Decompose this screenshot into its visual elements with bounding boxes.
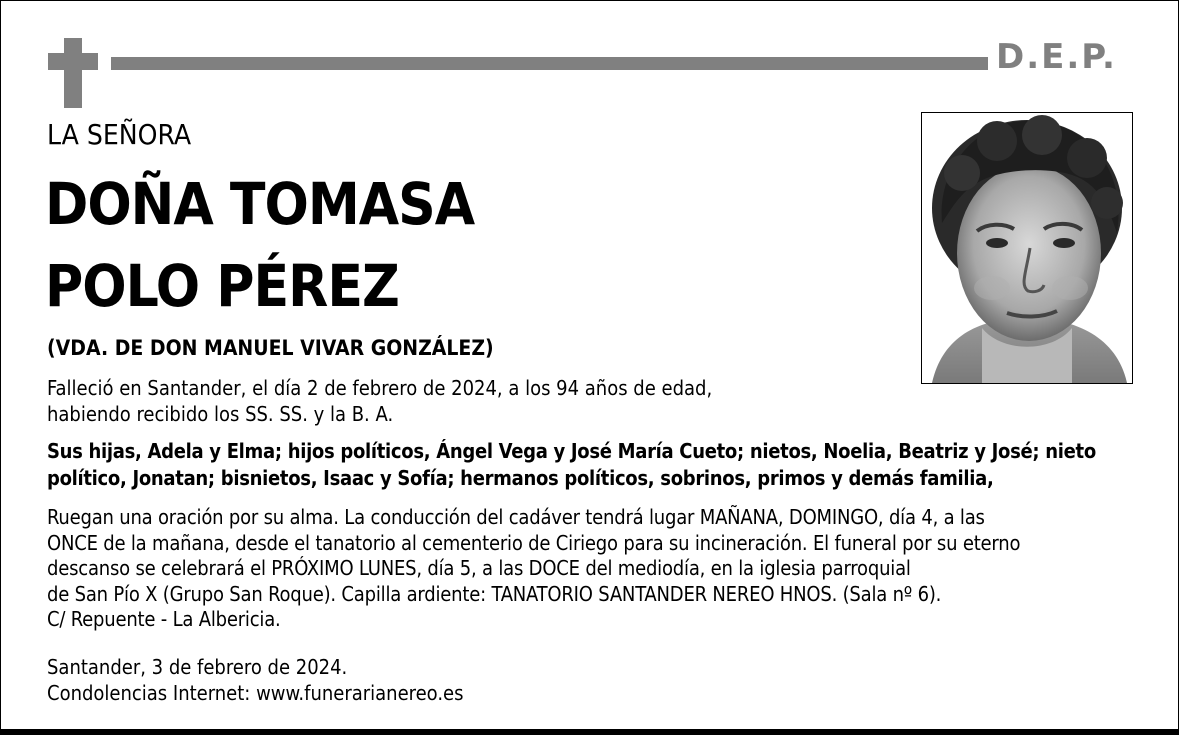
notice-line: Ruegan una oración por su alma. La conducción del cadáver tendrá lugar MAÑANA, DOMINGO, día 4, a las — [47, 505, 985, 529]
widow-of: (VDA. DE DON MANUEL VIVAR GONZÁLEZ) — [47, 336, 494, 360]
family-list — [47, 438, 1147, 492]
family-line1: Sus hijas, Adela y Elma; hijos políticos, Ángel Vega y José María Cueto; nietos, Noelia, Beatriz y José; nieto — [47, 439, 1096, 463]
death-info-line1: Falleció en Santander, el día 2 de febrero de 2024, a los 94 años de edad, — [47, 376, 713, 400]
notice-line: ONCE de la mañana, desde el tanatorio al cementerio de Ciriego para su incineración. El funeral por su eterno — [47, 530, 1021, 555]
cross-icon-vertical — [64, 38, 82, 108]
portrait-photo — [921, 112, 1133, 384]
portrait-photo-icon — [922, 113, 1132, 383]
condolences-link: Condolencias Internet: www.funerarianereo.es — [47, 681, 464, 705]
death-info-line2: habiendo recibido los SS. SS. y la B. A. — [47, 402, 394, 426]
dep-mark: D.E.P. — [996, 37, 1117, 77]
header-rule — [111, 57, 988, 70]
notice-line: descanso se celebrará el PRÓXIMO LUNES, día 5, a las DOCE del mediodía, en la iglesia parroquial — [47, 556, 911, 580]
family-line2: político, Jonatan; bisnietos, Isaac y Sofía; hermanos políticos, sobrinos, primos y demás familia, — [47, 466, 994, 490]
notice-date: Santander, 3 de febrero de 2024. — [47, 655, 348, 679]
cross-icon-horizontal — [48, 53, 98, 70]
notice-line: C/ Repuente - La Albericia. — [47, 607, 281, 631]
deceased-name-line1: DOÑA TOMASA — [45, 170, 475, 238]
notice-line: de San Pío X (Grupo San Roque). Capilla ardiente: TANATORIO SANTANDER NEREO HNOS. (Sala nº 6). — [47, 581, 942, 606]
deceased-name-line2: POLO PÉREZ — [45, 252, 399, 320]
funeral-notice — [47, 505, 1020, 633]
intro-title: LA SEÑORA — [47, 118, 192, 151]
